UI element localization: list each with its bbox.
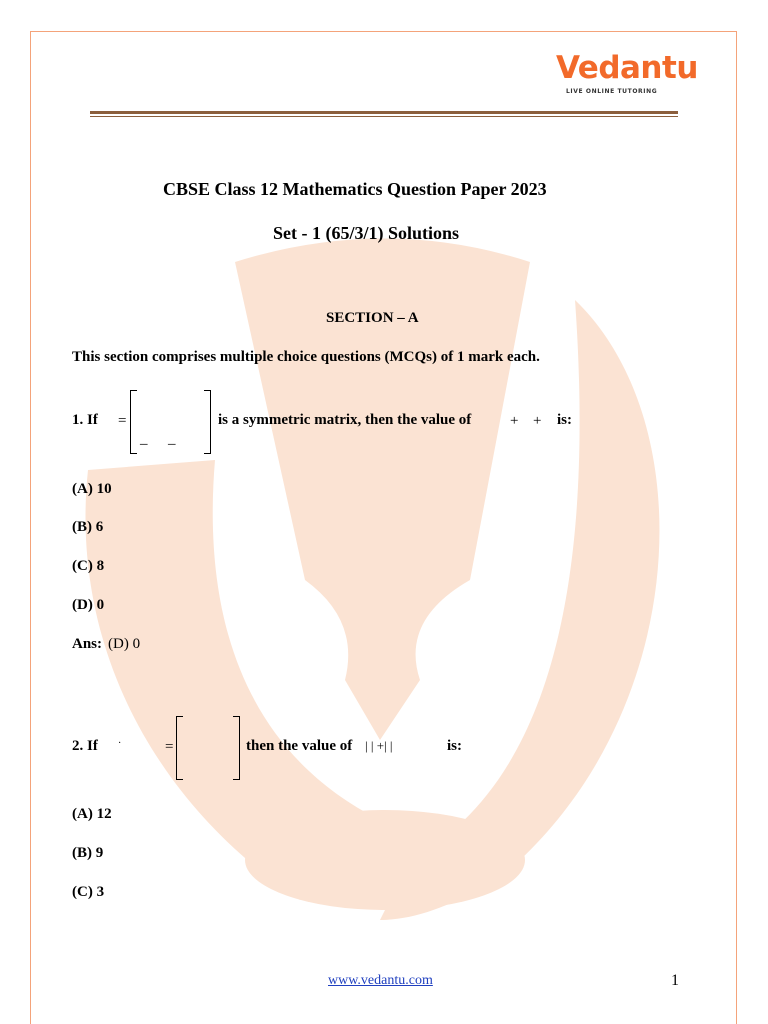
q2-suffix: is: bbox=[447, 738, 462, 754]
q1-option-b: (B) 6 bbox=[72, 519, 104, 535]
q1-option-a: (A) 10 bbox=[72, 481, 112, 497]
q2-matrix-left-bracket bbox=[176, 716, 183, 780]
q1-prefix: 1. If bbox=[72, 412, 98, 428]
q1-option-c: (C) 8 bbox=[72, 558, 105, 574]
vedantu-logo: Vedantu bbox=[556, 50, 698, 86]
q2-dot: · bbox=[118, 738, 122, 749]
header-rule-thin bbox=[90, 116, 678, 117]
q2-abs-expression: | | +| | bbox=[365, 738, 393, 753]
q2-matrix-right-bracket bbox=[233, 716, 240, 780]
q1-matrix-entry-minus: – bbox=[140, 436, 148, 452]
q1-matrix-right-bracket bbox=[204, 390, 211, 454]
q1-equals: = bbox=[118, 413, 127, 429]
q1-text: is a symmetric matrix, then the value of bbox=[218, 412, 472, 428]
q1-matrix-left-bracket bbox=[130, 390, 137, 454]
q1-answer-value: (D) 0 bbox=[108, 636, 141, 652]
header-rule bbox=[90, 111, 678, 114]
q2-equals: = bbox=[165, 739, 174, 755]
section-intro: This section comprises multiple choice questions (MCQs) of 1 mark each. bbox=[72, 349, 540, 365]
q1-plus: + bbox=[510, 413, 519, 429]
q1-matrix-entry-minus: – bbox=[168, 436, 176, 452]
q2-option-a: (A) 12 bbox=[72, 806, 112, 822]
section-heading: SECTION – A bbox=[326, 310, 419, 326]
q1-answer-label: Ans: bbox=[72, 636, 103, 652]
logo-tagline: LIVE ONLINE TUTORING bbox=[566, 88, 658, 95]
q2-prefix: 2. If bbox=[72, 738, 98, 754]
q2-option-c: (C) 3 bbox=[72, 884, 105, 900]
q1-plus: + bbox=[533, 413, 542, 429]
footer-website-link[interactable]: www.vedantu.com bbox=[328, 973, 433, 988]
page-title: CBSE Class 12 Mathematics Question Paper 2023 bbox=[163, 179, 547, 199]
page-number: 1 bbox=[671, 972, 679, 989]
q2-text: then the value of bbox=[246, 738, 353, 754]
q2-option-b: (B) 9 bbox=[72, 845, 104, 861]
page-subtitle: Set - 1 (65/3/1) Solutions bbox=[273, 223, 460, 243]
q1-suffix: is: bbox=[557, 412, 572, 428]
q1-option-d: (D) 0 bbox=[72, 597, 105, 613]
